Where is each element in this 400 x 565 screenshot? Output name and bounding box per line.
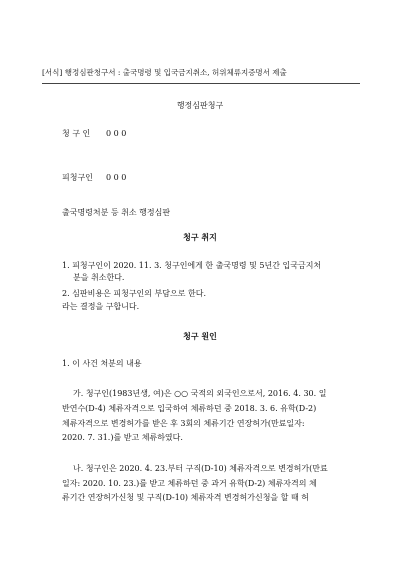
para-ga-line-3: 체류자격으로 변경허가를 받은 후 3회의 체류기간 연장허가(만료일자: (62, 419, 305, 428)
respondent-name: 0 0 0 (106, 173, 127, 182)
para-ga-line-1: 가. 청구인(1983년생, 여)은 ○○ 국적의 외국인으로서, 2016. 4. 30. 일 (73, 389, 327, 398)
para-na-line-3: 류기간 연장허가신청 및 구직(D-10) 체류자격 변경허가신청을 할 때 허 (62, 493, 309, 502)
case-name: 출국명령처분 등 취소 행정심판 (62, 208, 171, 217)
purpose-item-1-line-2: 분을 취소한다. (73, 273, 125, 282)
para-ga-line-2: 반연수(D-4) 체류자격으로 입국하여 체류하던 중 2018. 3. 6. 유학(D-2) (62, 404, 317, 413)
respondent-label: 피청구인 (62, 173, 93, 182)
reasons-section-1: 1. 이 사건 처분의 내용 (62, 359, 142, 368)
document-title: 행정심판청구 (176, 101, 224, 110)
purpose-item-2: 2. 심판비용은 피청구인의 부담으로 한다. (62, 289, 206, 298)
purpose-heading: 청구 취지 (183, 232, 217, 242)
header-title: [서식] 행정심판청구서 : 출국명령 및 입국금지취소, 허위체류지증명서 제출 (42, 68, 287, 77)
reasons-heading: 청구 원인 (183, 331, 217, 341)
claimant-name: 0 0 0 (106, 129, 127, 138)
claimant-label: 청 구 인 (62, 129, 91, 138)
header-divider (42, 83, 360, 84)
purpose-item-1-line-1: 1. 피청구인이 2020. 11. 3. 청구인에게 한 출국명령 및 5년간 입국금지처 (62, 261, 322, 270)
purpose-closing: 라는 결정을 구합니다. (62, 302, 140, 311)
para-ga-line-4: 2020. 7. 31.)를 받고 체류하였다. (62, 433, 183, 442)
para-na-line-2: 일자: 2020. 10. 23.)를 받고 체류하던 중 과거 유학(D-2) 체류자격의 체 (62, 479, 317, 488)
para-na-line-1: 나. 청구인은 2020. 4. 23.부터 구직(D-10) 체류자격으로 변경허가(만료 (73, 464, 328, 473)
